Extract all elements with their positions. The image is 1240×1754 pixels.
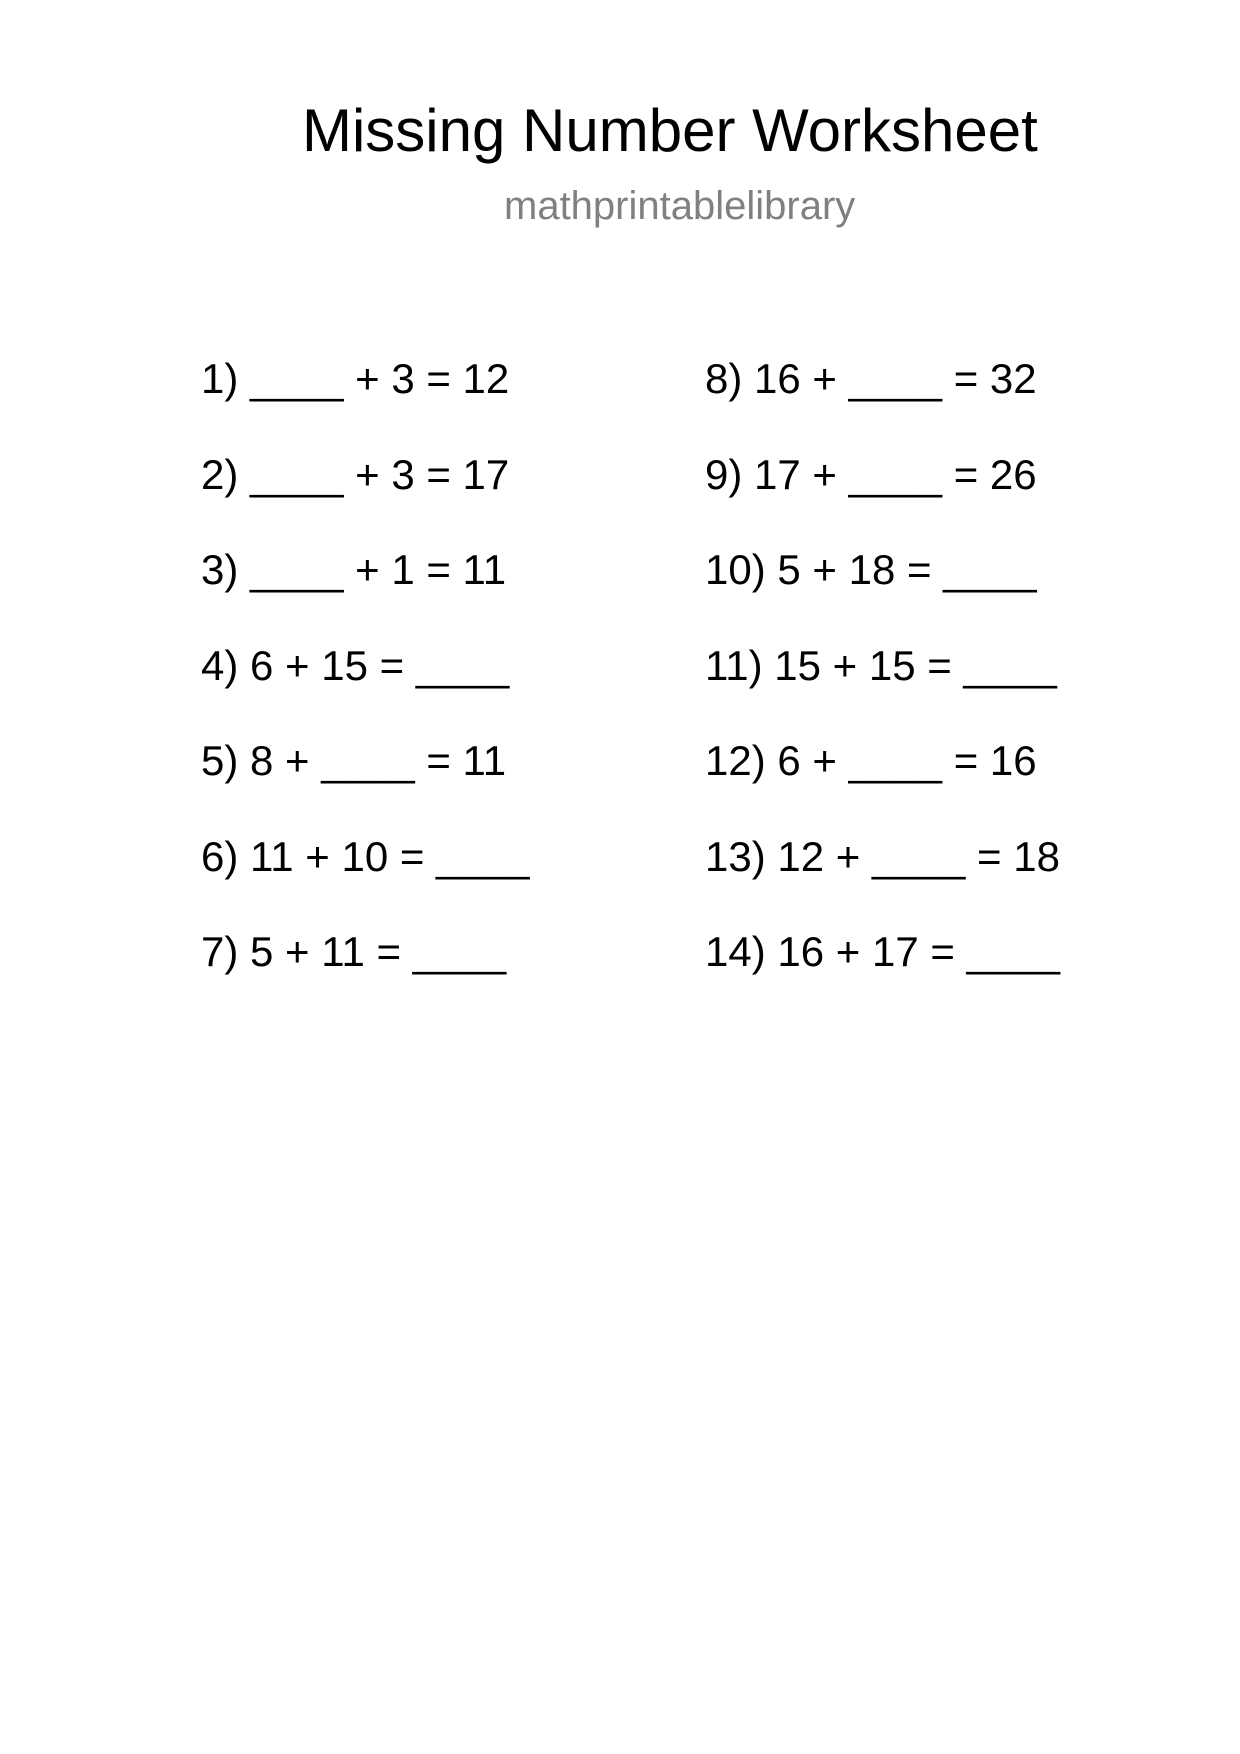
problem-7: 7) 5 + 11 = ____ — [201, 928, 507, 975]
problem-12: 12) 6 + ____ = 16 — [705, 737, 1037, 784]
problem-4: 4) 6 + 15 = ____ — [201, 641, 510, 689]
worksheet-subtitle: mathprintablelibrary — [504, 184, 856, 228]
problem-13: 13) 12 + ____ = 18 — [705, 832, 1060, 880]
worksheet-title: Missing Number Worksheet — [302, 97, 1038, 164]
problem-6: 6) 11 + 10 = ____ — [201, 832, 530, 880]
problem-3: 3) ____ + 1 = 11 — [201, 546, 507, 593]
problem-11: 11) 15 + 15 = ____ — [705, 641, 1057, 689]
problem-9: 9) 17 + ____ = 26 — [705, 450, 1037, 498]
problem-10: 10) 5 + 18 = ____ — [705, 546, 1037, 593]
problem-14: 14) 16 + 17 = ____ — [705, 928, 1060, 975]
problem-2: 2) ____ + 3 = 17 — [201, 450, 510, 498]
problem-5: 5) 8 + ____ = 11 — [201, 737, 507, 784]
problem-1: 1) ____ + 3 = 12 — [201, 355, 510, 402]
problem-8: 8) 16 + ____ = 32 — [705, 355, 1037, 402]
